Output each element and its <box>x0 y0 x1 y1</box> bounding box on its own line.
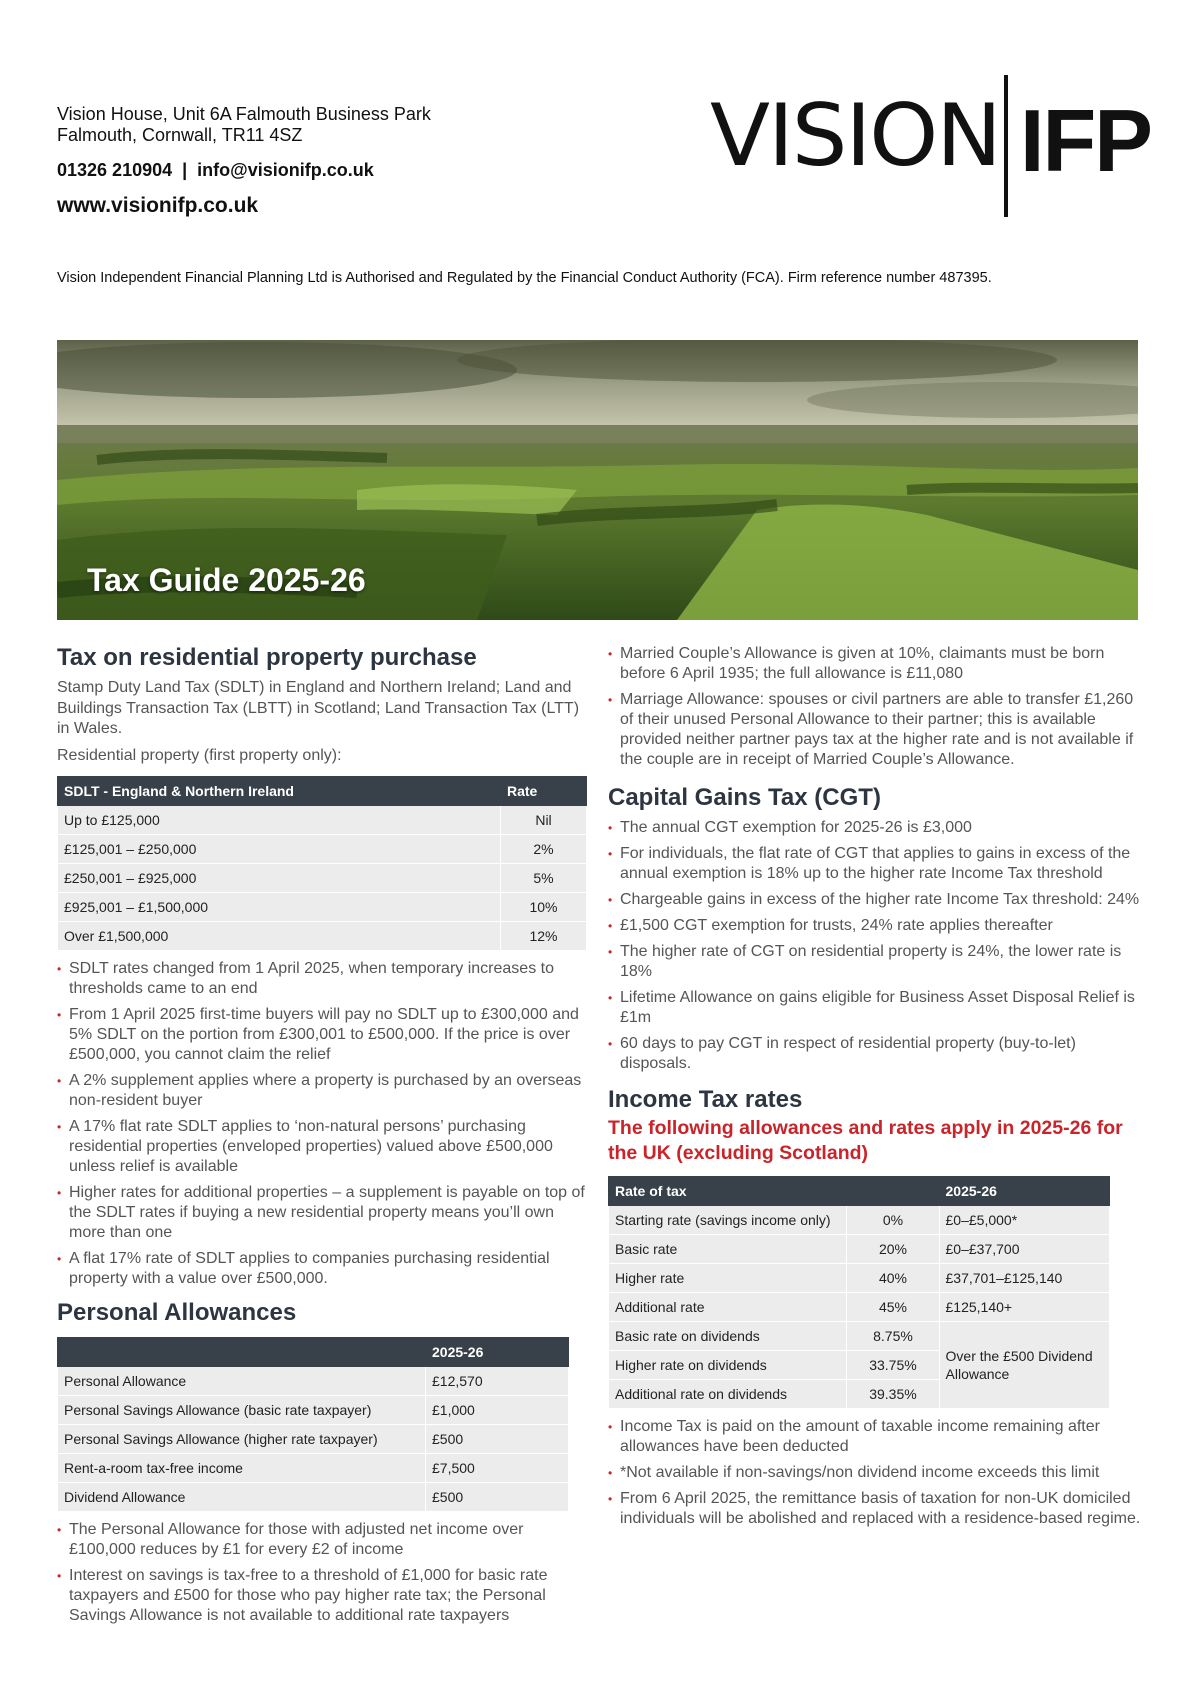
list-item: • From 6 April 2025, the remittance basis of taxation for non-UK domiciled individuals will be abolished and replaced with a residence-based regime. <box>608 1489 1148 1529</box>
hero-banner <box>57 340 1138 620</box>
table-row <box>609 1235 1110 1264</box>
personal-allowances-table <box>57 1337 569 1512</box>
personal-allowances-heading: Personal Allowances <box>57 1299 297 1326</box>
address-line-2: Falmouth, Cornwall, TR11 4SZ <box>57 125 303 145</box>
list-item: • Income Tax is paid on the amount of taxable income remaining after allowances have been deducted <box>608 1417 1148 1457</box>
table-cell: 5% <box>501 864 587 893</box>
table-header: Rate <box>501 777 587 806</box>
table-row <box>58 1425 569 1454</box>
table-header-row <box>58 1338 569 1367</box>
table-row <box>58 806 587 835</box>
table-cell: £500 <box>426 1483 569 1512</box>
list-item: • A 2% supplement applies where a property is purchased by an overseas non-resident buyer <box>57 1071 587 1111</box>
table-cell: Additional rate <box>609 1293 847 1322</box>
table-cell: 10% <box>501 893 587 922</box>
left-column <box>57 644 587 1632</box>
table-cell: Additional rate on dividends <box>609 1380 847 1409</box>
list-item: • The higher rate of CGT on residential property is 24%, the lower rate is 18% <box>608 942 1148 982</box>
table-row <box>609 1293 1110 1322</box>
table-row <box>609 1264 1110 1293</box>
table-header: 2025-26 <box>426 1338 569 1367</box>
page-title: Tax Guide 2025-26 <box>87 562 366 598</box>
list-item: • The annual CGT exemption for 2025-26 is £3,000 <box>608 818 1148 838</box>
table-header <box>58 1338 426 1367</box>
table-header-row <box>58 777 587 806</box>
sdlt-intro: Stamp Duty Land Tax (SDLT) in England and Northern Ireland; Land and Buildings Transaction Tax (LBTT) in Scotland; Land Transaction Tax (LTT) in Wales. <box>57 679 580 737</box>
table-header-row <box>609 1177 1110 1206</box>
table-header: SDLT - England & Northern Ireland <box>58 777 501 806</box>
table-cell: 2% <box>501 835 587 864</box>
table-cell: £37,701–£125,140 <box>939 1264 1109 1293</box>
table-row <box>58 922 587 951</box>
list-item: • A flat 17% rate of SDLT applies to companies purchasing residential property with a value over £500,000. <box>57 1249 587 1289</box>
table-cell: £7,500 <box>426 1454 569 1483</box>
vision-ifp-logo <box>710 75 1150 220</box>
logo-vision-text: VISION <box>710 86 1000 186</box>
table-cell: Up to £125,000 <box>58 806 501 835</box>
table-cell: £0–£5,000* <box>939 1206 1109 1235</box>
income-tax-table <box>608 1176 1110 1409</box>
table-cell: 39.35% <box>847 1380 939 1409</box>
list-item: • Marriage Allowance: spouses or civil partners are able to transfer £1,260 of their unused Personal Allowance to their partner; this is available provided neither partner pays tax at the higher rate and is not available if the couple are in receipt of Married Couple’s Allowance. <box>608 690 1148 770</box>
table-cell: 33.75% <box>847 1351 939 1380</box>
website-link[interactable]: www.visionifp.co.uk <box>57 194 259 217</box>
list-item: • For individuals, the flat rate of CGT that applies to gains in excess of the annual exemption is 18% up to the higher rate Income Tax threshold <box>608 844 1148 884</box>
table-cell: Over £1,500,000 <box>58 922 501 951</box>
list-item: • SDLT rates changed from 1 April 2025, when temporary increases to thresholds came to an end <box>57 959 587 999</box>
contact-details[interactable]: 01326 210904 | info@visionifp.co.uk <box>57 160 374 180</box>
address-line-1: Vision House, Unit 6A Falmouth Business Park <box>57 104 431 124</box>
table-cell: Personal Savings Allowance (higher rate taxpayer) <box>58 1425 426 1454</box>
table-cell: Basic rate <box>609 1235 847 1264</box>
list-item: • A 17% flat rate SDLT applies to ‘non-natural persons’ purchasing residential properties (enveloped properties) valued above £500,000 unless relief is available <box>57 1117 587 1177</box>
table-cell: £125,001 – £250,000 <box>58 835 501 864</box>
list-item: • Lifetime Allowance on gains eligible for Business Asset Disposal Relief is £1m <box>608 988 1148 1028</box>
list-item: • Interest on savings is tax-free to a threshold of £1,000 for basic rate taxpayers and £500 for those who pay higher rate tax; the Personal Savings Allowance is not available to additional rate taxpayers <box>57 1566 587 1626</box>
sdlt-table <box>57 776 587 951</box>
table-cell: 8.75% <box>847 1322 939 1351</box>
table-cell: £925,001 – £1,500,000 <box>58 893 501 922</box>
personal-notes <box>57 1520 587 1626</box>
table-header: Rate of tax <box>609 1177 940 1206</box>
table-cell: Starting rate (savings income only) <box>609 1206 847 1235</box>
table-row <box>609 1322 1110 1351</box>
list-item: • £1,500 CGT exemption for trusts, 24% rate applies thereafter <box>608 916 1148 936</box>
table-cell: 20% <box>847 1235 939 1264</box>
table-cell: 40% <box>847 1264 939 1293</box>
table-cell: £12,570 <box>426 1367 569 1396</box>
cgt-notes <box>608 818 1148 1074</box>
table-row <box>58 864 587 893</box>
income-tax-subheading: The following allowances and rates apply in 2025-26 for the UK (excluding Scotland) <box>608 1117 1123 1164</box>
list-item: • Higher rates for additional properties – a supplement is payable on top of the SDLT rates if buying a new residential property means you’ll own more than one <box>57 1183 587 1243</box>
table-cell: £250,001 – £925,000 <box>58 864 501 893</box>
table-cell: £1,000 <box>426 1396 569 1425</box>
marriage-notes <box>608 644 1148 770</box>
income-tax-notes <box>608 1417 1148 1529</box>
list-item: • From 1 April 2025 first-time buyers will pay no SDLT up to £300,000 and 5% SDLT on the portion from £300,001 to £500,000. If the price is over £500,000, you cannot claim the relief <box>57 1005 587 1065</box>
regulation-notice: Vision Independent Financial Planning Ltd is Authorised and Regulated by the Financial Conduct Authority (FCA). Firm reference number 487395. <box>57 270 992 286</box>
table-cell: £500 <box>426 1425 569 1454</box>
list-item: • Chargeable gains in excess of the higher rate Income Tax threshold: 24% <box>608 890 1148 910</box>
list-item: • *Not available if non-savings/non dividend income exceeds this limit <box>608 1463 1148 1483</box>
dividend-note-cell: Over the £500 Dividend Allowance <box>939 1322 1109 1409</box>
table-cell: 45% <box>847 1293 939 1322</box>
sdlt-notes <box>57 959 587 1289</box>
table-row <box>58 835 587 864</box>
table-row <box>58 1367 569 1396</box>
table-cell: 0% <box>847 1206 939 1235</box>
table-cell: Dividend Allowance <box>58 1483 426 1512</box>
address <box>57 104 431 146</box>
cgt-heading: Capital Gains Tax (CGT) <box>608 784 881 811</box>
table-cell: Higher rate on dividends <box>609 1351 847 1380</box>
table-header: 2025-26 <box>939 1177 1109 1206</box>
table-row <box>58 1483 569 1512</box>
table-cell: Personal Savings Allowance (basic rate taxpayer) <box>58 1396 426 1425</box>
table-cell: Personal Allowance <box>58 1367 426 1396</box>
list-item: • The Personal Allowance for those with adjusted net income over £100,000 reduces by £1 for every £2 of income <box>57 1520 587 1560</box>
right-column <box>608 644 1148 1535</box>
table-cell: Higher rate <box>609 1264 847 1293</box>
income-tax-heading: Income Tax rates <box>608 1086 803 1113</box>
table-cell: Rent-a-room tax-free income <box>58 1454 426 1483</box>
table-cell: Nil <box>501 806 587 835</box>
table-cell: Basic rate on dividends <box>609 1322 847 1351</box>
sdlt-subintro: Residential property (first property only): <box>57 746 342 764</box>
table-row <box>609 1206 1110 1235</box>
table-row <box>58 1396 569 1425</box>
list-item: • Married Couple’s Allowance is given at 10%, claimants must be born before 6 April 1935; the full allowance is £11,080 <box>608 644 1148 684</box>
table-row <box>58 893 587 922</box>
table-cell: £125,140+ <box>939 1293 1109 1322</box>
logo-ifp-text: IFP <box>1020 91 1151 190</box>
logo-divider <box>1004 75 1008 217</box>
list-item: • 60 days to pay CGT in respect of residential property (buy-to-let) disposals. <box>608 1034 1148 1074</box>
table-cell: £0–£37,700 <box>939 1235 1109 1264</box>
sdlt-heading: Tax on residential property purchase <box>57 644 477 671</box>
table-cell: 12% <box>501 922 587 951</box>
table-row <box>58 1454 569 1483</box>
